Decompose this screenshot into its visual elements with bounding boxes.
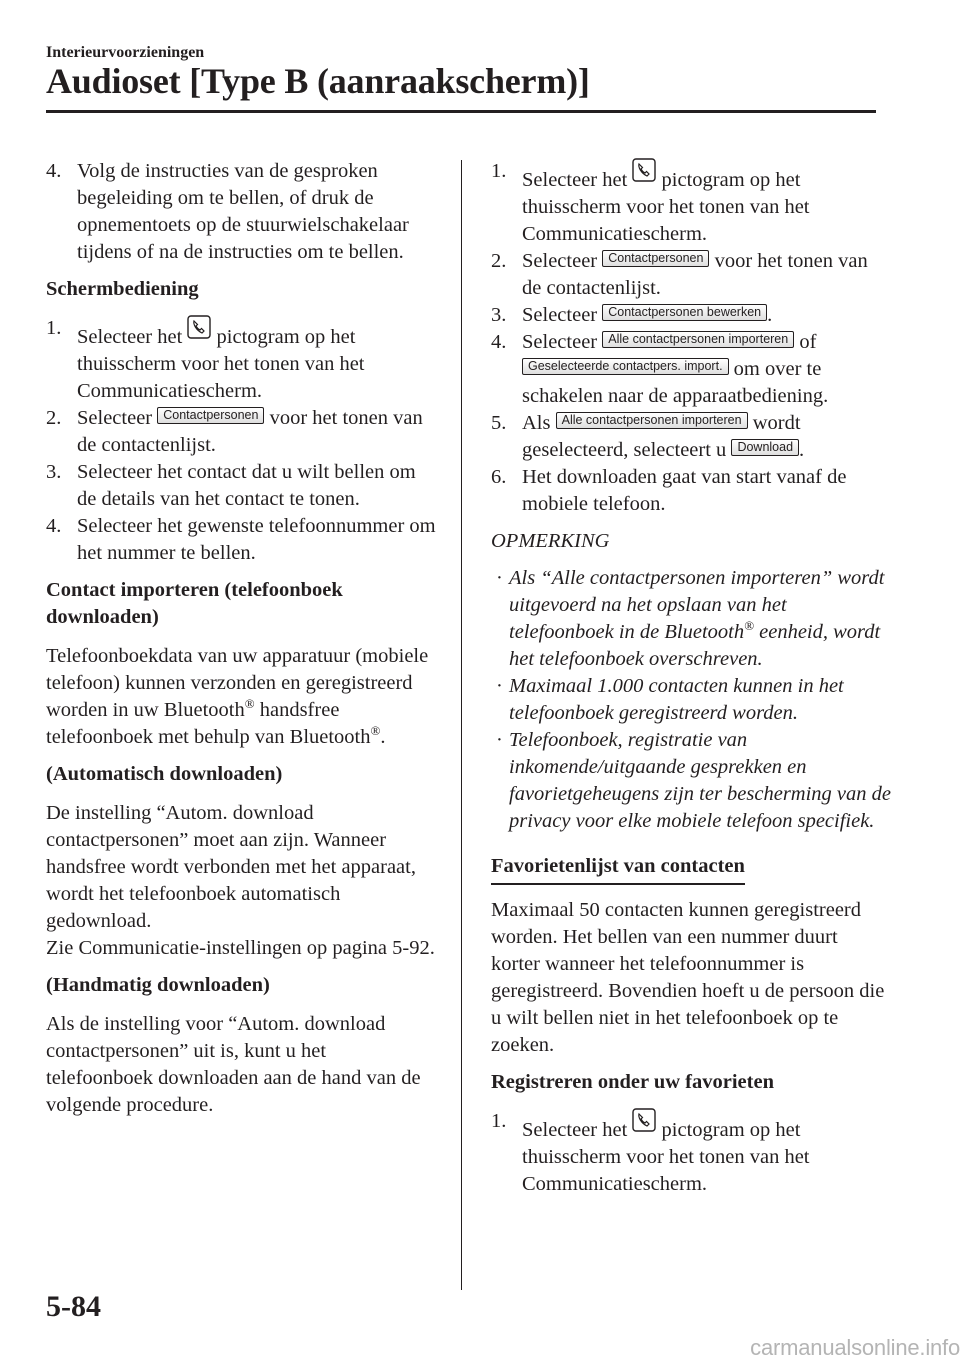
step-text: Selecteer het (522, 1119, 628, 1141)
contactpersonen-button: Contactpersonen (157, 407, 264, 424)
download-steps (491, 158, 891, 518)
download-button: Download (731, 439, 799, 456)
step-number: 3. (491, 304, 507, 326)
step-text: om over te schakelen naar de apparaatbediening. (522, 358, 829, 407)
phone-icon (632, 158, 656, 182)
step-text: . (799, 439, 805, 461)
note-text: Maximaal 1.000 contacten kunnen in het telefoonboek geregistreerd worden. (509, 675, 844, 724)
paragraph-text: Telefoonboekdata van uw apparatuur (mobiele telefoon) kunnen verzonden en geregistreerd worden in uw Bluetooth (46, 645, 429, 721)
watermark: carmanualsonline.info (750, 1335, 960, 1360)
step-text: voor het tonen van de contactenlijst. (522, 250, 868, 299)
step-number: 1. (491, 160, 507, 182)
list-item (491, 302, 891, 329)
phone-icon (632, 1108, 656, 1132)
note-item (491, 565, 891, 673)
heading-schermbediening: Schermbediening (46, 278, 199, 300)
list-item (46, 315, 438, 405)
step-number: 4. (46, 160, 62, 182)
step-text: Selecteer het (522, 169, 628, 191)
step-number: 2. (46, 407, 62, 429)
screen-operation-steps (46, 315, 438, 567)
registered-mark: ® (370, 723, 381, 739)
list-item (491, 464, 891, 518)
step-text: pictogram op het thuisscherm voor het tonen van het Communicatiescherm. (77, 326, 365, 402)
geselecteerde-contactpers-import-button: Geselecteerde contactpers. import. (522, 358, 729, 375)
list-item (491, 248, 891, 302)
bullet-mark: · (496, 567, 503, 589)
step-text: pictogram op het thuisscherm voor het tonen van het Communicatiescherm. (522, 1119, 810, 1195)
page-reference: Zie Communicatie-instellingen op pagina 5-92. (46, 937, 435, 959)
list-item (491, 329, 891, 410)
step-text: Als (522, 412, 551, 434)
heading-handmatig: (Handmatig downloaden) (46, 974, 270, 996)
step-number: 5. (491, 412, 507, 434)
paragraph-text: De instelling “Autom. download contactpersonen” moet aan zijn. Wanneer handsfree wordt verbonden met het apparaat, wordt het telefoonboek automatisch gedownload. (46, 802, 416, 932)
step-text: Het downloaden gaat van start vanaf de mobiele telefoon. (522, 466, 847, 515)
column-divider (461, 160, 462, 1290)
contactpersonen-button: Contactpersonen (602, 250, 709, 267)
register-steps (491, 1108, 891, 1198)
contactpersonen-bewerken-button: Contactpersonen bewerken (602, 304, 767, 321)
registered-mark: ® (744, 618, 754, 634)
section-label: Interieurvoorzieningen (46, 44, 205, 61)
bullet-mark: · (496, 729, 503, 751)
alle-contactpersonen-importeren-button: Alle contactpersonen importeren (556, 412, 748, 429)
right-column (491, 158, 891, 1208)
list-item (46, 513, 438, 567)
step-text: pictogram op het thuisscherm voor het tonen van het Communicatiescherm. (522, 169, 810, 245)
step-list-continued (46, 158, 438, 266)
heading-registreren: Registreren onder uw favorieten (491, 1071, 774, 1093)
alle-contactpersonen-importeren-button: Alle contactpersonen importeren (602, 331, 794, 348)
heading-contact-importeren: Contact importeren (telefoonboek downloaden) (46, 579, 343, 628)
heading-automatisch: (Automatisch downloaden) (46, 763, 283, 785)
step-number: 2. (491, 250, 507, 272)
bullet-mark: · (496, 675, 503, 697)
auto-paragraph (46, 800, 438, 962)
step-text: Selecteer het gewenste telefoonnummer om het nummer te bellen. (77, 515, 436, 564)
note-item (491, 673, 891, 727)
note-title: OPMERKING (491, 530, 610, 552)
step-text: Selecteer (77, 407, 153, 429)
note-text: Telefoonboek, registratie van inkomende/uitgaande gesprekken en favorietgeheugens zijn ter bescherming van de privacy voor elke mobiele telefoon specifiek. (509, 729, 892, 832)
manual-paragraph: Als de instelling voor “Autom. download contactpersonen” uit is, kunt u het telefoonboek downloaden aan de hand van de volgende procedure. (46, 1013, 421, 1116)
list-item (491, 1108, 891, 1198)
step-number: 4. (46, 515, 62, 537)
page-title: Audioset [Type B (aanraakscherm)] (46, 61, 590, 101)
note-item (491, 727, 891, 835)
step-text: of (799, 331, 817, 353)
note-list (491, 565, 891, 835)
list-item (46, 459, 438, 513)
header-rule (46, 110, 876, 113)
step-text: wordt geselecteerd, selecteert u (522, 412, 801, 461)
left-column (46, 158, 438, 1129)
list-item (46, 158, 438, 266)
step-text: voor het tonen van de contactenlijst. (77, 407, 423, 456)
step-text: Volg de instructies van de gesproken begeleiding om te bellen, of druk de opnementoets op de stuurwielschakelaar tijdens of na de instructies om te bellen. (77, 160, 409, 263)
import-paragraph (46, 643, 438, 751)
list-item (491, 158, 891, 248)
heading-favorietenlijst: Favorietenlijst van contacten (491, 853, 745, 885)
paragraph-text: . (380, 726, 386, 748)
step-text: . (767, 304, 773, 326)
list-item (46, 405, 438, 459)
step-number: 6. (491, 466, 507, 488)
step-number: 1. (46, 317, 62, 339)
step-number: 1. (491, 1110, 507, 1132)
step-text: Selecteer (522, 331, 598, 353)
favorites-paragraph: Maximaal 50 contacten kunnen geregistreerd worden. Het bellen van een nummer duurt korter wanneer het telefoonnummer is geregistreerd. Bovendien hoeft u de persoon die u wilt bellen niet in het telefoonboek op te zoeken. (491, 899, 885, 1056)
step-text: Selecteer (522, 304, 598, 326)
step-text: Selecteer het (77, 326, 183, 348)
step-number: 3. (46, 461, 62, 483)
phone-icon (187, 315, 211, 339)
paragraph-text: handsfree telefoonboek met behulp van Bluetooth (46, 699, 371, 748)
note-text: Als “Alle contactpersonen importeren” wordt uitgevoerd na het opslaan van het telefoonboek in de Bluetooth (509, 567, 885, 643)
registered-mark: ® (244, 696, 255, 712)
step-text: Selecteer het contact dat u wilt bellen om de details van het contact te tonen. (77, 461, 416, 510)
step-number: 4. (491, 331, 507, 353)
note-text: eenheid, wordt het telefoonboek overschreven. (509, 621, 881, 670)
list-item (491, 410, 891, 464)
page-number: 5-84 (46, 1290, 101, 1323)
step-text: Selecteer (522, 250, 598, 272)
